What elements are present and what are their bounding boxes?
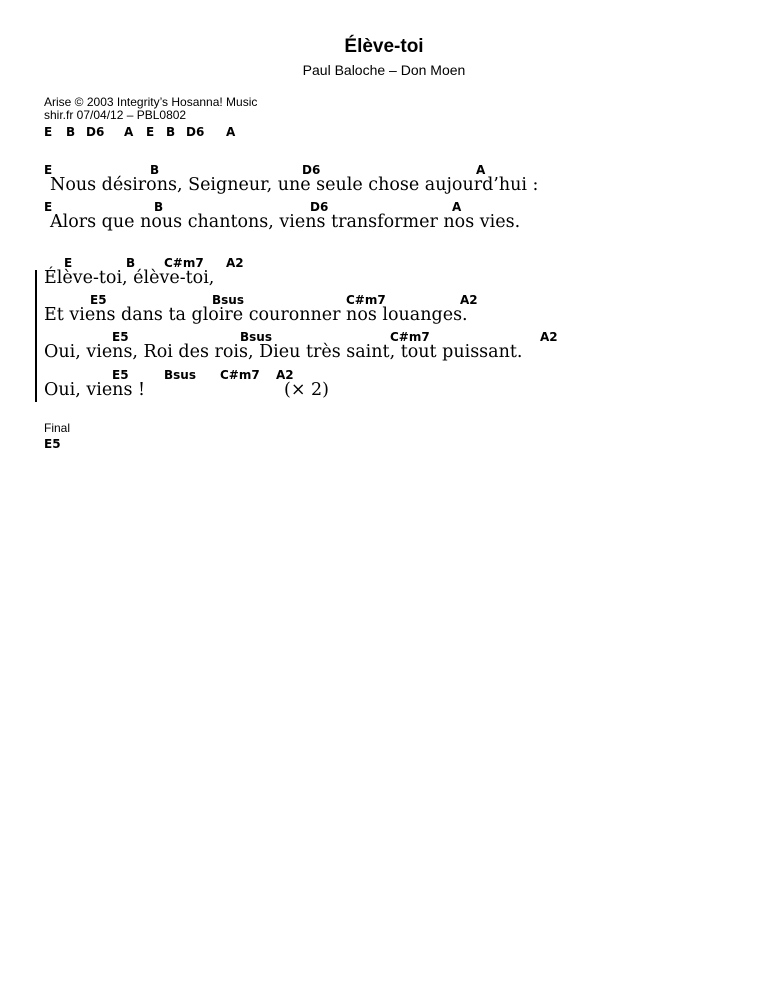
chord: A2 xyxy=(460,293,478,307)
chord: A2 xyxy=(226,256,244,270)
final-label: Final xyxy=(44,421,71,435)
chord: B xyxy=(154,200,164,214)
chord: B xyxy=(166,125,176,139)
chord: C#m7 xyxy=(390,330,430,344)
chord: D6 xyxy=(302,163,321,177)
final-chord: E5 xyxy=(44,437,61,451)
chord: E xyxy=(146,125,155,139)
chord: E xyxy=(44,200,53,214)
song-authors: Paul Baloche – Don Moen xyxy=(302,62,466,78)
lyric-line: Et viens dans ta gloire couronner nos louanges. xyxy=(44,305,468,325)
chord: A2 xyxy=(276,368,294,382)
chord: D6 xyxy=(186,125,205,139)
repeat-marker: (× 2) xyxy=(284,380,330,400)
chord: A xyxy=(452,200,462,214)
lyric-line: Nous désirons, Seigneur, une seule chose aujourd’hui : xyxy=(50,175,539,195)
chord: D6 xyxy=(310,200,329,214)
chord: E5 xyxy=(90,293,107,307)
chord: Bsus xyxy=(212,293,244,307)
chord: B xyxy=(126,256,136,270)
chord: C#m7 xyxy=(164,256,204,270)
chorus-bar xyxy=(35,270,37,402)
chord: E xyxy=(44,163,53,177)
chord: A xyxy=(226,125,236,139)
chord: Bsus xyxy=(240,330,272,344)
chord: B xyxy=(66,125,76,139)
lyric-line: Oui, viens ! xyxy=(44,380,146,400)
chord: E5 xyxy=(112,330,129,344)
song-title: Élève-toi xyxy=(344,36,424,57)
source-line: shir.fr 07/04/12 – PBL0802 xyxy=(44,108,187,122)
chord: A xyxy=(476,163,486,177)
chord: E xyxy=(64,256,73,270)
chord: D6 xyxy=(86,125,105,139)
chord: A xyxy=(124,125,134,139)
chord: A2 xyxy=(540,330,558,344)
chord: E5 xyxy=(112,368,129,382)
lyric-line: Élève-toi, élève-toi, xyxy=(44,268,215,288)
chord: Bsus xyxy=(164,368,196,382)
chord: C#m7 xyxy=(220,368,260,382)
chord: B xyxy=(150,163,160,177)
chord: E xyxy=(44,125,53,139)
lyric-line: Alors que nous chantons, viens transformer nos vies. xyxy=(50,212,521,232)
copyright-line: Arise © 2003 Integrity’s Hosanna! Music xyxy=(44,95,258,109)
lyric-line: Oui, viens, Roi des rois, Dieu très saint, tout puissant. xyxy=(44,342,523,362)
chord: C#m7 xyxy=(346,293,386,307)
